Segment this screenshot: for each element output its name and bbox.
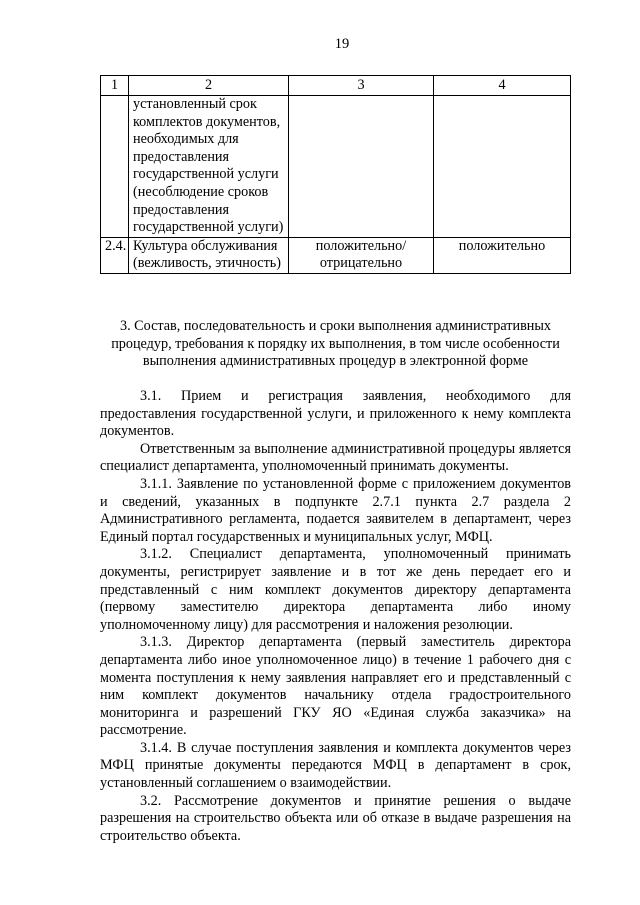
table-cell-value: положительно bbox=[434, 237, 571, 273]
table-cell-value bbox=[289, 96, 434, 238]
table-cell-value bbox=[434, 96, 571, 238]
paragraph: 3.1.2. Специалист департамента, уполномоченный принимать документы, регистрирует заявление и в тот же день передает его и представленный с ним комплект документов директору департамента (первому заместителю директора департамента либо иному уполномоченному лицу) для рассмотрения и наложения резолюции. bbox=[100, 546, 571, 633]
table-cell-value: положительно/ отрицательно bbox=[289, 237, 434, 273]
section-heading: 3. Состав, последовательность и сроки выполнения административных процедур, требования к порядку их выполнения, в том числе особенности выполнения административных процедур в электронной форме bbox=[111, 318, 560, 370]
paragraph: 3.1.4. В случае поступления заявления и комплекта документов через МФЦ принятые документы передаются МФЦ в департамент в срок, установленный соглашением о взаимодействии. bbox=[100, 739, 571, 792]
table-header-cell: 3 bbox=[289, 76, 434, 96]
table-cell-name: Культура обслуживания (вежливость, этичность) bbox=[129, 237, 289, 273]
paragraph: 3.2. Рассмотрение документов и принятие решения о выдаче разрешения на строительство объекта или об отказе в выдаче разрешения на строительство объекта. bbox=[100, 792, 571, 844]
paragraph: 3.1. Прием и регистрация заявления, необходимого для предоставления государственной услуги, и приложенного к нему комплекта документов. bbox=[100, 388, 571, 440]
table-header-cell: 4 bbox=[434, 76, 571, 96]
section-body bbox=[100, 388, 571, 845]
table-header-row bbox=[101, 76, 571, 96]
paragraph: Ответственным за выполнение административной процедуры является специалист департамента, уполномоченный принимать документы. bbox=[100, 440, 571, 475]
table-row bbox=[101, 237, 571, 273]
table-cell-number: 2.4. bbox=[101, 237, 129, 273]
paragraph: 3.1.1. Заявление по установленной форме с приложением документов и сведений, указанных в подпункте 2.7.1 пункта 2.7 раздела 2 Административного регламента, подается заявителем в департамент, через Единый портал государственных и муниципальных услуг, МФЦ. bbox=[100, 475, 571, 545]
paragraph: 3.1.3. Директор департамента (первый заместитель директора департамента либо иное уполномоченное лицо) в течение 1 рабочего дня с момента поступления к нему заявления направляет его и представленный с ним комплект документов начальнику отдела градостроительного мониторинга и разрешений ГКУ ЯО «Единая служба заказчика» на рассмотрение. bbox=[100, 634, 571, 739]
table-header-cell: 1 bbox=[101, 76, 129, 96]
table-cell-name: установленный срок комплектов документов, необходимых для предоставления государственной услуги (несоблюдение сроков предоставления государственной услуги) bbox=[129, 96, 289, 238]
page-number: 19 bbox=[334, 36, 350, 52]
indicators-table bbox=[100, 75, 571, 274]
table-row bbox=[101, 96, 571, 238]
table-cell-number bbox=[101, 96, 129, 238]
table-header-cell: 2 bbox=[129, 76, 289, 96]
